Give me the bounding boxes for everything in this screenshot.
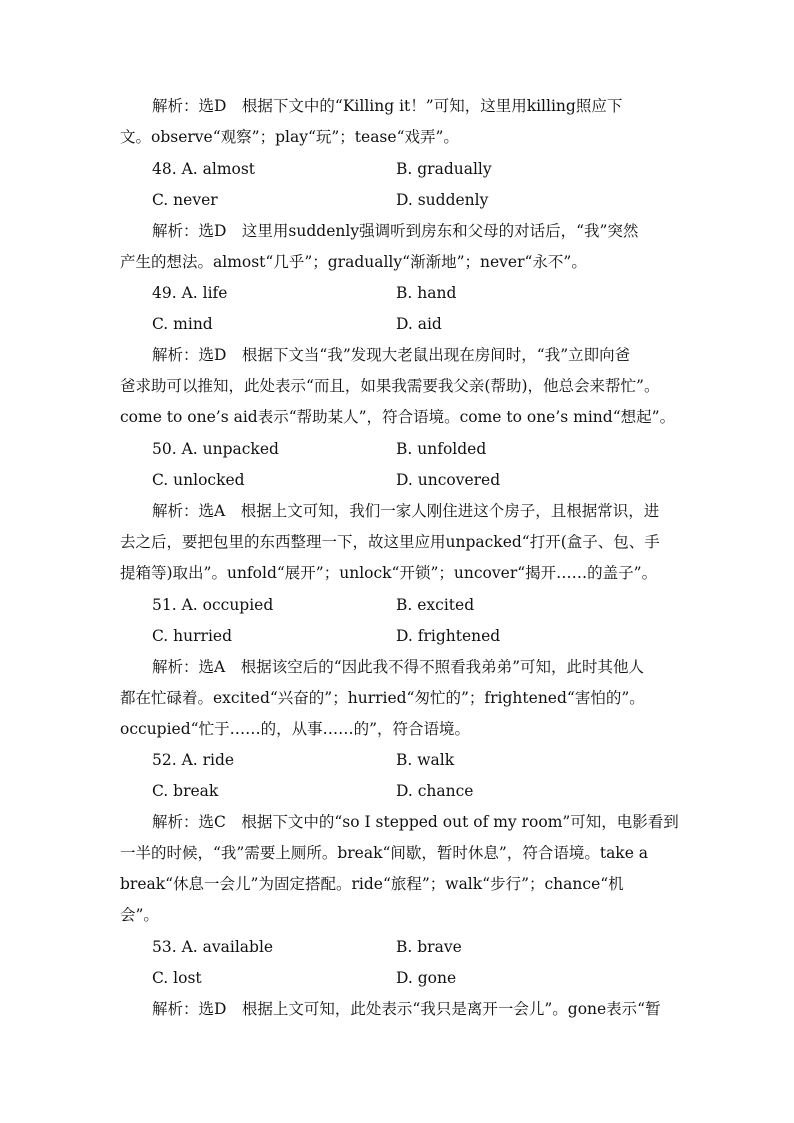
explanation-line: 解析：选D 根据下文中的“Killing it！”可知，这里用killing照应下: [152, 97, 623, 115]
explanation-line: 解析：选D 这里用suddenly强调听到房东和父母的对话后，“我”突然: [152, 222, 639, 240]
explanation-line: come to one’s aid表示“帮助某人”，符合语境。come to one’s mind“想起”。: [120, 408, 676, 426]
option-b: B. brave: [396, 938, 462, 956]
option-c: C. never: [152, 191, 218, 209]
option-a: 49. A. life: [152, 284, 228, 302]
option-c: C. break: [152, 782, 219, 800]
option-b: B. gradually: [396, 160, 492, 178]
option-a: 50. A. unpacked: [152, 440, 279, 458]
explanation-line: 都在忙碌着。excited“兴奋的”；hurried“匆忙的”；frightened“害怕的”。: [120, 689, 645, 707]
explanation-line: 一半的时候，“我”需要上厕所。break“间歇，暂时休息”，符合语境。take a: [120, 844, 649, 862]
option-c: C. lost: [152, 969, 202, 987]
option-b: B. excited: [396, 596, 475, 614]
explanation-line: 会”。: [120, 906, 159, 924]
option-a: 48. A. almost: [152, 160, 256, 178]
explanation-line: 产生的想法。almost“几乎”；gradually“渐渐地”；never“永不”。: [120, 253, 587, 271]
option-a: 53. A. available: [152, 938, 274, 956]
option-b: B. hand: [396, 284, 457, 302]
option-b: B. unfolded: [396, 440, 487, 458]
option-a: 51. A. occupied: [152, 596, 274, 614]
explanation-line: 解析：选A 根据该空后的“因此我不得不照看我弟弟”可知，此时其他人: [152, 658, 645, 676]
option-b: B. walk: [396, 751, 455, 769]
option-c: C. hurried: [152, 627, 232, 645]
option-d: D. chance: [396, 782, 474, 800]
option-d: D. suddenly: [396, 191, 489, 209]
option-a: 52. A. ride: [152, 751, 235, 769]
option-d: D. frightened: [396, 627, 501, 645]
option-c: C. mind: [152, 315, 213, 333]
option-d: D. uncovered: [396, 471, 501, 489]
option-d: D. aid: [396, 315, 442, 333]
explanation-line: 提箱等)取出”。unfold“展开”；unlock“开锁”；uncover“揭开……的盖子”。: [120, 564, 658, 582]
option-c: C. unlocked: [152, 471, 245, 489]
explanation-line: 解析：选D 根据下文当“我”发现大老鼠出现在房间时，“我”立即向爸: [152, 346, 631, 364]
option-d: D. gone: [396, 969, 457, 987]
explanation-line: 解析：选D 根据上文可知，此处表示“我只是离开一会儿”。gone表示“暂: [152, 1000, 661, 1018]
explanation-line: 解析：选A 根据上文可知，我们一家人刚住进这个房子，且根据常识，进: [152, 502, 660, 520]
explanation-line: 解析：选C 根据下文中的“so I stepped out of my room”可知，电影看到: [152, 813, 679, 831]
explanation-line: break“休息一会儿”为固定搭配。ride“旅程”；walk“步行”；chance“机: [120, 875, 624, 893]
explanation-line: 爸求助可以推知，此处表示“而且，如果我需要我父亲(帮助)，他总会来帮忙”。: [120, 377, 660, 395]
explanation-line: occupied“忙于……的，从事……的”，符合语境。: [120, 720, 470, 738]
explanation-line: 文。observe“观察”；play“玩”；tease“戏弄”。: [120, 128, 459, 146]
explanation-line: 去之后，要把包里的东西整理一下，故这里应用unpacked“打开(盒子、包、手: [120, 533, 660, 551]
